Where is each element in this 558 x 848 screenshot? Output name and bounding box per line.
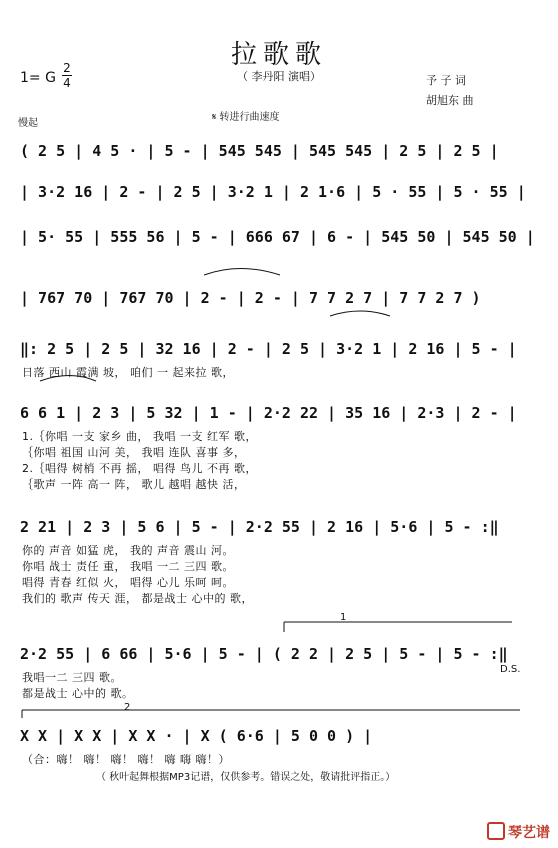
notation-row-6: 6 6 1 | 2 3 | 5 32 | 1 - | 2·2 22 | 35 16 | 2·3 | 2 - | <box>20 404 517 422</box>
segno-tempo-note: 𝄋 转进行曲速度 <box>212 112 280 123</box>
lyric-line: 2.｛唱得 树梢 不再 摇， 唱得 鸟儿 不再 歌， <box>22 462 257 475</box>
logo-text: 琴艺谱 <box>508 825 550 841</box>
lyric-line: 1.｛你唱 一支 家乡 曲， 我唱 一支 红军 歌， <box>22 430 257 443</box>
time-signature-denominator: 4 <box>63 76 71 90</box>
volta-one-label: 1 <box>340 612 347 623</box>
lyric-line: 你的 声音 如猛 虎， 我的 声音 震山 河。 <box>22 544 234 557</box>
footer-note: （ 秋叶起舞根据MP3记谱，仅供参考。错误之处，敬请批评指正。） <box>96 772 396 783</box>
lyricist-credit: 予 子 词 <box>426 74 466 87</box>
lyric-line: ｛你唱 祖国 山河 美， 我唱 连队 喜事 多， <box>22 446 246 459</box>
lyric-line: 你唱 战士 责任 重， 我唱 一二 三四 歌。 <box>22 560 234 573</box>
notation-row-7: 2 21 | 2 3 | 5 6 | 5 - | 2·2 55 | 2 16 | 5·6 | 5 - :‖ <box>20 518 499 536</box>
slur-mark <box>40 376 96 382</box>
lyric-line: 唱得 青春 红似 火， 唱得 心儿 乐呵 呵。 <box>22 576 234 589</box>
notation-row-4: | 767 70 | 767 70 | 2 - | 2 - | 7 7 2 7 | 7 7 2 7 ) <box>20 289 481 307</box>
notation-row-1: ( 2 5 | 4 5 · | 5 - | 545 545 | 545 545 | 2 5 | 2 5 | <box>20 142 499 160</box>
notation-row-9: X X | X X | X X · | X ( 6·6 | 5 0 0 ) | <box>20 727 373 745</box>
lyric-line: 都是战士 心中的 歌。 <box>22 687 134 700</box>
lyric-line: ｛歌声 一阵 高一 阵， 歌儿 越唱 越快 活， <box>22 478 246 491</box>
lyric-line: 我唱一二 三四 歌。 <box>22 671 122 684</box>
tie-slur <box>204 269 280 276</box>
volta-two-label: 2 <box>124 702 131 713</box>
key-signature: 1= G <box>20 70 56 86</box>
notation-row-5: ‖: 2 5 | 2 5 | 32 16 | 2 - | 2 5 | 3·2 1 | 2 16 | 5 - | <box>20 340 517 358</box>
song-title: 拉歌歌 <box>230 40 327 70</box>
lyric-line: 我们的 歌声 传天 涯， 都是战士 心中的 歌， <box>22 592 253 605</box>
slur-mark-2 <box>330 311 390 316</box>
notation-row-2: | 3·2 16 | 2 - | 2 5 | 3·2 1 | 2 1·6 | 5 · 55 | 5 · 55 | <box>20 183 526 201</box>
ds-marking: D.S. <box>500 664 521 675</box>
notation-row-8: 2·2 55 | 6 66 | 5·6 | 5 - | ( 2 2 | 2 5 | 5 - | 5 - :‖ <box>20 645 508 663</box>
lyric-line: （合：嗨！ 嗨！ 嗨！ 嗨！ 嗨 嗨 嗨！） <box>22 753 230 766</box>
tempo-marking: 慢起 <box>18 118 38 129</box>
time-signature-numerator: 2 <box>63 61 71 75</box>
lyric-line: 日落 西山 霞满 坡， 咱们 一 起来拉 歌， <box>22 366 234 379</box>
notation-row-3: | 5· 55 | 555 56 | 5 - | 666 67 | 6 - | 545 50 | 545 50 | <box>20 228 535 246</box>
performer-subtitle: （ 李丹阳 演唱） <box>237 70 321 83</box>
composer-credit: 胡旭东 曲 <box>426 94 474 107</box>
